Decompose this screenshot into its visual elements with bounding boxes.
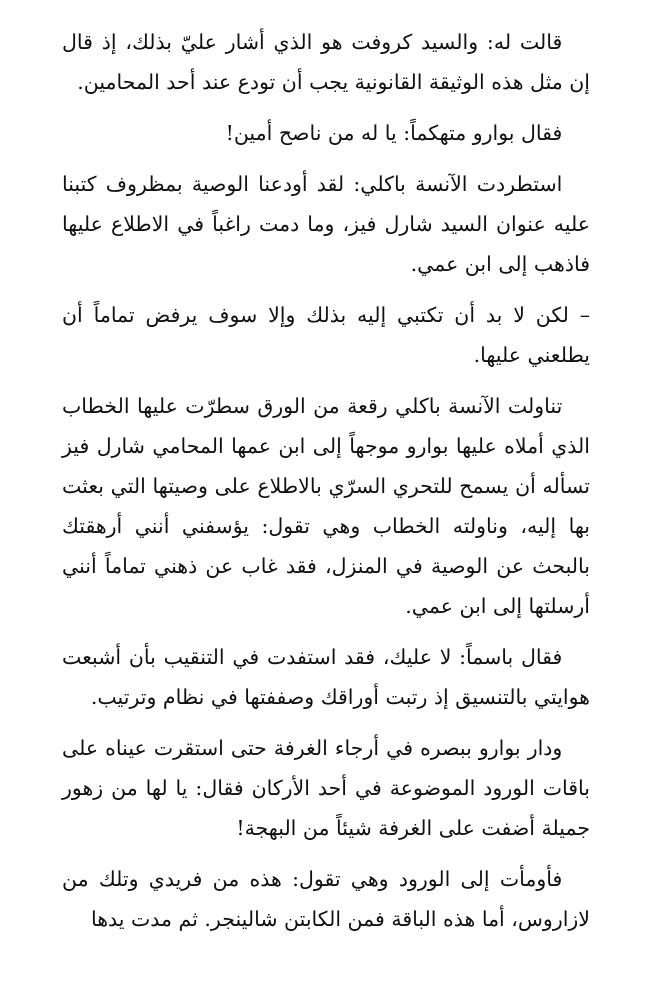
paragraph-7: ودار بوارو ببصره في أرجاء الغرفة حتى استقرت عيناه على باقات الورود الموضوعة في أحد الأركان فقال: يا لها من زهور جميلة أضفت على الغرفة شيئاً من البهجة! — [62, 736, 590, 840]
paragraph-2: فقال بوارو متهكماً: يا له من ناصح أمين! — [225, 121, 563, 145]
paragraph-8: فأومأت إلى الورود وهي تقول: هذه من فريدي وتلك من لازاروس، أما هذه الباقة فمن الكابتن شالينجر. ثم مدت يدها — [62, 867, 590, 931]
paragraph-3: استطردت الآنسة باكلي: لقد أودعنا الوصية بمظروف كتبنا عليه عنوان السيد شارل فيز، وما دمت راغباً في الاطلاع عليها فاذهب إلى ابن عمي. — [62, 172, 590, 276]
paragraph-6: فقال باسماً: لا عليك، فقد استفدت في التنقيب بأن أشبعت هوايتي بالتنسيق إذ رتبت أوراقك وصففتها في نظام وترتيب. — [62, 645, 590, 709]
paragraph-4-dialogue: – لكن لا بد أن تكتبي إليه بذلك وإلا سوف يرفض تماماً أن يطلعني عليها. — [62, 303, 590, 367]
book-page — [62, 22, 590, 950]
paragraph-1: قالت له: والسيد كروفت هو الذي أشار عليّ بذلك، إذ قال إن مثل هذه الوثيقة القانونية يجب أن تودع عند أحد المحامين. — [62, 30, 590, 94]
paragraph-5: تناولت الآنسة باكلي رقعة من الورق سطرّت عليها الخطاب الذي أملاه عليها بوارو موجهاً إلى ابن عمها المحامي شارل فيز تسأله أن يسمح للتحري السرّي بالاطلاع على وصيتها التي بعثت بها إليه، وناولته الخطاب وهي تقول: يؤسفني أنني أرهقتك بالبحث عن الوصية في المنزل، فقد غاب عن ذهني تماماً أنني أرسلتها إلى ابن عمي. — [62, 394, 590, 618]
